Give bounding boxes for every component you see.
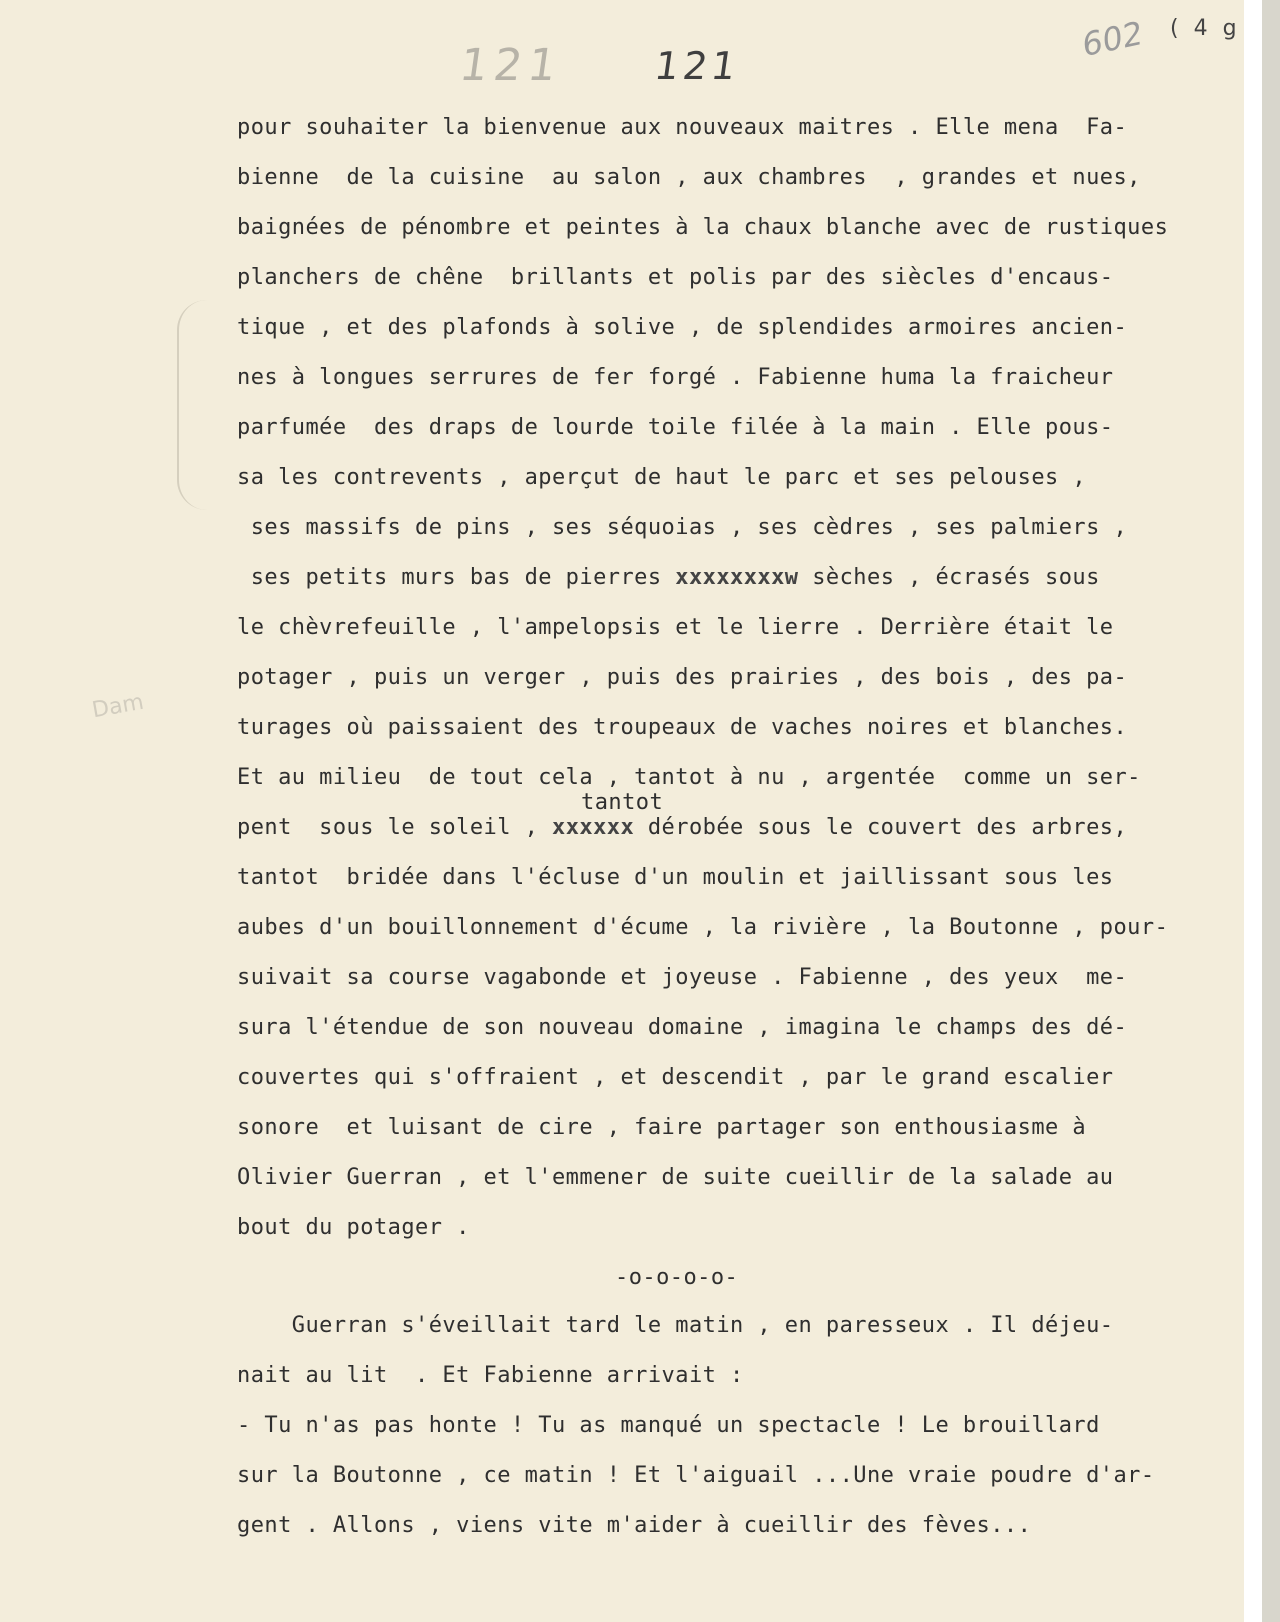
text-line: bienne de la cuisine au salon , aux chambres , grandes et nues, — [237, 165, 1141, 190]
text-segment: pent sous le soleil , — [237, 815, 552, 840]
text-line: sura l'étendue de son nouveau domaine , imagina le champs des dé- — [237, 1015, 1128, 1040]
text-line: nes à longues serrures de fer forgé . Fabienne huma la fraicheur — [237, 365, 1114, 390]
text-line: potager , puis un verger , puis des prairies , des bois , des pa- — [237, 665, 1128, 690]
text-line: Et au milieu de tout cela , tantot à nu , argentée comme un ser- — [237, 765, 1141, 790]
page-number: 121 — [651, 44, 743, 88]
text-line: Olivier Guerran , et l'emmener de suite cueillir de la salade au — [237, 1165, 1114, 1190]
text-line: ses massifs de pins , ses séquoias , ses cèdres , ses palmiers , — [237, 515, 1128, 540]
struck-text: xxxxxxxxw — [675, 565, 799, 590]
text-segment: sèches , écrasés sous — [812, 565, 1100, 590]
text-segment: ses petits murs bas de pierres — [237, 565, 676, 590]
text-line: sonore et luisant de cire , faire partager son enthousiasme à — [237, 1115, 1087, 1140]
corner-mark: ( 4 g — [1170, 16, 1241, 41]
margin-scribble: Dam — [90, 689, 146, 724]
text-line: pour souhaiter la bienvenue aux nouveaux maitres . Elle mena Fa- — [237, 115, 1128, 140]
text-segment: dérobée sous le couvert des arbres, — [634, 815, 1128, 840]
section-separator: -o-o-o-o- — [615, 1265, 739, 1290]
text-line: bout du potager . — [237, 1215, 470, 1240]
text-line: gent . Allons , viens vite m'aider à cueillir des fèves... — [237, 1513, 1032, 1538]
text-line: turages où paissaient des troupeaux de vaches noires et blanches. — [237, 715, 1128, 740]
text-line — [237, 560, 1247, 610]
text-line: baignées de pénombre et peintes à la chaux blanche avec de rustiques — [237, 215, 1169, 240]
text-line: parfumée des draps de lourde toile filée à la main . Elle pous- — [237, 415, 1114, 440]
text-line: aubes d'un bouillonnement d'écume , la rivière , la Boutonne , pour- — [237, 915, 1169, 940]
typed-text — [237, 110, 1247, 1558]
text-line: couvertes qui s'offraient , et descendit , par le grand escalier — [237, 1065, 1114, 1090]
struck-text: xxxxxx — [552, 815, 635, 840]
text-line: Guerran s'éveillait tard le matin , en paresseux . Il déjeu- — [237, 1313, 1114, 1338]
text-line: - Tu n'as pas honte ! Tu as manqué un spectacle ! Le brouillard — [237, 1413, 1100, 1438]
margin-bracket — [177, 300, 207, 510]
text-line: planchers de chêne brillants et polis par des siècles d'encaus- — [237, 265, 1114, 290]
text-line: sa les contrevents , aperçut de haut le parc et ses pelouses , — [237, 465, 1087, 490]
text-line: tantot bridée dans l'écluse d'un moulin et jaillissant sous les — [237, 865, 1114, 890]
text-line: tique , et des plafonds à solive , de splendides armoires ancien- — [237, 315, 1128, 340]
reference-number: 602 — [1081, 13, 1144, 65]
text-line: le chèvrefeuille , l'ampelopsis et le lierre . Derrière était le — [237, 615, 1114, 640]
text-line: nait au lit . Et Fabienne arrivait : — [237, 1363, 744, 1388]
inserted-word: tantot — [581, 790, 664, 815]
text-line: sur la Boutonne , ce matin ! Et l'aiguail ...Une vraie poudre d'ar- — [237, 1463, 1155, 1488]
text-line — [237, 810, 1247, 860]
text-line: suivait sa course vagabonde et joyeuse . Fabienne , des yeux me- — [237, 965, 1128, 990]
faded-page-number: 121 — [456, 40, 566, 91]
